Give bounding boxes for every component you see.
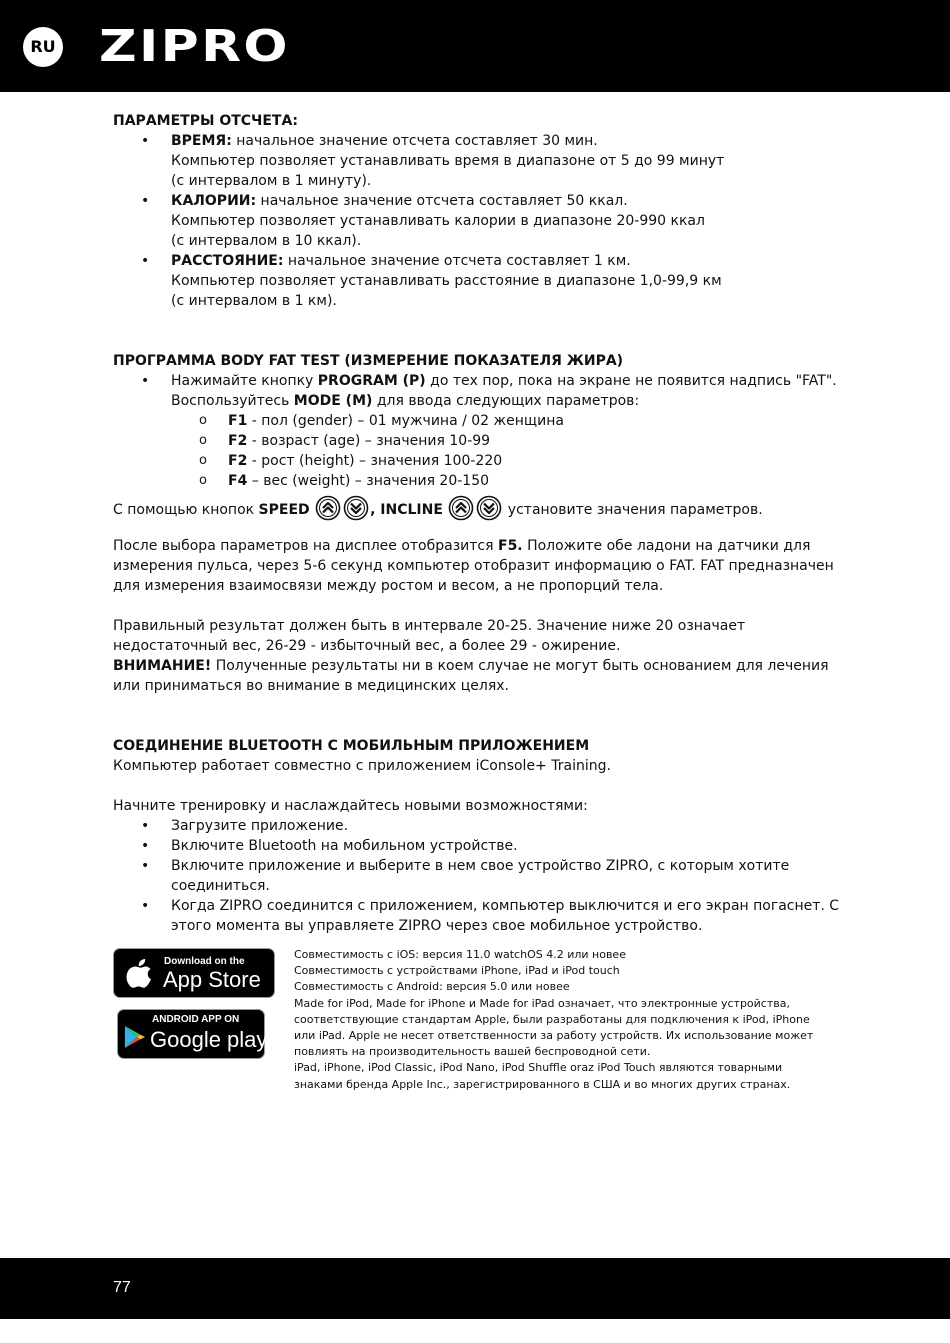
compat-line: Совместимость с устройствами iPhone, iPad и iPod touch [294, 964, 620, 978]
countdown-heading: ПАРАМЕТРЫ ОТСЧЕТА: [113, 113, 298, 129]
step-item: • Включите Bluetooth на мобильном устройстве. [113, 836, 843, 856]
bodyfat-list [113, 371, 843, 411]
param-text: - пол (gender) – 01 мужчина / 02 женщина [247, 413, 564, 429]
brand-logo: ZIPRO [99, 21, 290, 72]
step-item: • Когда ZIPRO соединится с приложением, компьютер выключится и его экран погаснет. С этого момента вы управляете ZIPRO через свое мобильное устройство. [113, 896, 843, 936]
bodyfat-instruction [113, 371, 843, 411]
param-item [113, 411, 843, 431]
item-text: начальное значение отсчета составляет 30 мин. [231, 133, 598, 149]
bodyfat-result-paragraph: Правильный результат должен быть в интервале 20-25. Значение ниже 20 означает недостаточный вес, 26-29 - избыточный вес, а более 29 - ожирение. [113, 618, 746, 654]
page-footer [0, 1258, 950, 1319]
bodyfat-heading: ПРОГРАММА BODY FAT TEST (ИЗМЕРЕНИЕ ПОКАЗАТЕЛЯ ЖИРА) [113, 353, 624, 369]
bodyfat-paragraph [113, 536, 843, 596]
speed-down-icon [343, 495, 369, 521]
bluetooth-intro: Компьютер работает совместно с приложением iConsole+ Training. [113, 758, 611, 774]
apple-icon [126, 957, 154, 989]
app-store-small-text: Download on the [164, 956, 245, 967]
item-label: КАЛОРИИ: [171, 193, 257, 209]
compatibility-notes [294, 947, 834, 1093]
compat-line: Совместимость с Android: версия 5.0 или новее [294, 980, 570, 994]
page-content [113, 111, 843, 1108]
page-header [0, 0, 950, 92]
incline-down-icon [476, 495, 502, 521]
store-section [113, 948, 843, 1108]
item-text: начальное значение отсчета составляет 1 км. [283, 253, 631, 269]
google-play-badge[interactable] [117, 1009, 268, 1059]
bodyfat-params [113, 411, 843, 491]
instruction-text: до тех пор, пока на экране не появится надпись "FAT". [425, 373, 837, 389]
speed-up-icon [315, 495, 341, 521]
warning-label: ВНИМАНИЕ! [113, 658, 212, 674]
language-badge: RU [23, 27, 63, 67]
mode-key: MODE (M) [293, 393, 373, 409]
incline-key: , INCLINE [370, 502, 443, 518]
param-item [113, 431, 843, 451]
item-label: РАССТОЯНИЕ: [171, 253, 284, 269]
compat-line: iPad, iPhone, iPod Classic, iPod Nano, iPod Shuffle oraz iPod Touch являются товарными знаками бренда Apple Inc., зарегистрированного в США и во многих других странах. [294, 1061, 791, 1091]
line-text: С помощью кнопок [113, 502, 259, 518]
f5-key: F5. [498, 538, 523, 554]
compat-line: Совместимость с iOS: версия 11.0 watchOS 4.2 или новее [294, 948, 626, 961]
param-text: – вес (weight) – значения 20-150 [247, 473, 490, 489]
paragraph-text: Положите обе ладони на датчики для измерения пульса, через 5-6 секунд компьютер отобразит информацию о FAT. FAT предназначен для измерения взаимосвязи между ростом и весом, а не пропорций тела. [113, 538, 834, 594]
google-play-icon [124, 1025, 146, 1049]
google-small-text: ANDROID APP ON [152, 1014, 240, 1025]
instruction-text: для ввода следующих параметров: [372, 393, 640, 409]
instruction-text: Воспользуйтесь [171, 393, 294, 409]
param-key: F2 [228, 453, 248, 469]
item-line: Компьютер позволяет устанавливать расстояние в диапазоне 1,0-99,9 км [171, 273, 722, 289]
param-key: F2 [228, 433, 248, 449]
incline-up-icon [448, 495, 474, 521]
item-text: начальное значение отсчета составляет 50 ккал. [256, 193, 628, 209]
step-item: • Включите приложение и выберите в нем свое устройство ZIPRO, с которым хотите соединиться. [113, 856, 843, 896]
item-line: (с интервалом в 1 минуту). [171, 173, 372, 189]
compat-line: Made for iPod, Made for iPhone и Made for iPad означает, что электронные устройства, соответствующие стандартам Apple, были разработаны для подключения к iPod, iPhone или iPad. Apple не несет ответственности за работу устройств. Их использование может повлиять на производительность вашей беспроводной сети. [294, 996, 814, 1059]
app-store-badge[interactable] [113, 948, 275, 998]
param-text: - рост (height) – значения 100-220 [247, 453, 503, 469]
speed-incline-line [113, 495, 843, 524]
item-line: Компьютер позволяет устанавливать время в диапазоне от 5 до 99 минут [171, 153, 725, 169]
countdown-item-distance [113, 251, 843, 311]
step-item: • Загрузите приложение. [113, 816, 843, 836]
param-text: - возраст (age) – значения 10-99 [247, 433, 491, 449]
bluetooth-heading: СОЕДИНЕНИЕ BLUETOOTH С МОБИЛЬНЫМ ПРИЛОЖЕНИЕМ [113, 738, 590, 754]
instruction-text: Нажимайте кнопку [171, 373, 318, 389]
param-item [113, 451, 843, 471]
paragraph-text: После выбора параметров на дисплее отобразится [113, 538, 498, 554]
bluetooth-lead: Начните тренировку и наслаждайтесь новыми возможностями: [113, 798, 588, 814]
countdown-item-time [113, 131, 843, 191]
countdown-list [113, 131, 843, 311]
param-item [113, 471, 843, 491]
param-key: F1 [228, 413, 248, 429]
warning-paragraph [113, 656, 843, 696]
param-key: F4 [228, 473, 248, 489]
item-label: ВРЕМЯ: [171, 133, 232, 149]
app-store-big-text: App Store [163, 967, 261, 992]
item-line: Компьютер позволяет устанавливать калории в диапазоне 20-990 ккал [171, 213, 705, 229]
bluetooth-steps [113, 816, 843, 936]
google-big-text: Google play [150, 1027, 268, 1052]
countdown-item-calories [113, 191, 843, 251]
item-line: (с интервалом в 1 км). [171, 293, 337, 309]
line-text: установите значения параметров. [503, 502, 763, 518]
speed-key: SPEED [258, 502, 310, 518]
page-number: 77 [113, 1279, 131, 1296]
warning-text: Полученные результаты ни в коем случае не могут быть основанием для лечения или приниматься во внимание в медицинских целях. [113, 658, 829, 694]
program-key: PROGRAM (P) [317, 373, 426, 389]
item-line: (с интервалом в 10 ккал). [171, 233, 362, 249]
